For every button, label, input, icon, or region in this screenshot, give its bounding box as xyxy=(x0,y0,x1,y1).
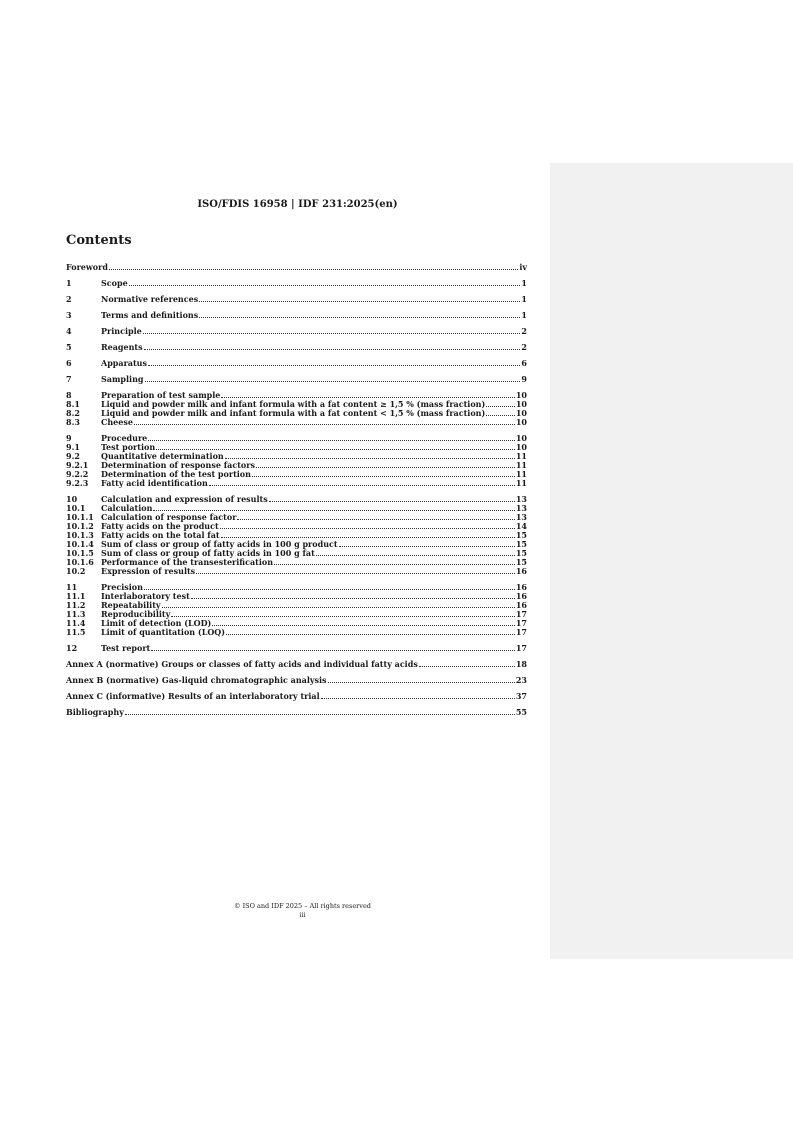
toc-leader-dots xyxy=(256,466,515,468)
toc-entry-page: 55 xyxy=(515,707,527,717)
toc-entry-title: Fatty acids on the product xyxy=(101,521,219,531)
toc-leader-dots xyxy=(199,316,520,318)
toc-entry-page: 16 xyxy=(515,566,527,576)
toc-entry-title: Test portion xyxy=(101,442,156,452)
toc-entry[interactable] xyxy=(66,263,527,272)
toc-entry-page: 14 xyxy=(515,521,527,531)
toc-leader-dots xyxy=(419,665,515,667)
toc-entry-number: 7 xyxy=(66,374,72,384)
toc-entry-number: 8.2 xyxy=(66,408,80,418)
toc-entry-page: 23 xyxy=(515,675,527,685)
toc-entry[interactable] xyxy=(66,295,527,304)
toc-entry-number: 8.3 xyxy=(66,417,80,427)
toc-leader-dots xyxy=(226,633,515,635)
toc-entry-title: Scope xyxy=(101,278,128,288)
toc-entry-title: Annex C (informative) Results of an interlaboratory trial xyxy=(66,691,320,701)
toc-entry-page: 11 xyxy=(515,478,527,488)
toc-entry-page: 2 xyxy=(521,342,527,352)
toc-leader-dots xyxy=(171,615,515,617)
toc-entry-title: Cheese xyxy=(101,417,133,427)
toc-entry-number: 10.1.5 xyxy=(66,548,94,558)
toc-leader-dots xyxy=(162,606,515,608)
toc-entry[interactable] xyxy=(66,409,527,418)
toc-entry-page: 10 xyxy=(515,408,527,418)
toc-entry-title: Determination of the test portion xyxy=(101,469,251,479)
toc-entry[interactable] xyxy=(66,311,527,320)
toc-leader-dots xyxy=(151,649,515,651)
toc-entry-page: 15 xyxy=(515,557,527,567)
toc-entry-number: 9.2.1 xyxy=(66,460,89,470)
page-number: iii xyxy=(299,911,306,919)
toc-leader-dots xyxy=(191,597,515,599)
toc-entry[interactable] xyxy=(66,644,527,653)
toc-entry-page: 16 xyxy=(515,582,527,592)
toc-entry-number: 9.2.2 xyxy=(66,469,89,479)
toc-leader-dots xyxy=(144,588,515,590)
toc-entry-number: 9.2.3 xyxy=(66,478,89,488)
toc-entry-number: 8 xyxy=(66,390,72,400)
toc-entry-title: Normative references xyxy=(101,294,199,304)
toc-leader-dots xyxy=(209,484,515,486)
toc-entry-number: 11.4 xyxy=(66,618,86,628)
toc-entry-title: Limit of quantitation (LOQ) xyxy=(101,627,226,637)
toc-entry-page: 9 xyxy=(521,374,527,384)
toc-leader-dots xyxy=(199,300,520,302)
toc-entry-page: 1 xyxy=(521,278,527,288)
toc-entry[interactable] xyxy=(66,660,527,669)
toc-entry-number: 10.2 xyxy=(66,566,86,576)
toc-entry-title: Procedure xyxy=(101,433,148,443)
toc-entry-page: 13 xyxy=(515,503,527,513)
contents-title: Contents xyxy=(66,233,132,248)
toc-entry-title: Repeatability xyxy=(101,600,161,610)
toc-entry-page: 13 xyxy=(515,494,527,504)
toc-entry-title: Precision xyxy=(101,582,143,592)
toc-entry[interactable] xyxy=(66,279,527,288)
toc-entry[interactable] xyxy=(66,628,527,637)
toc-entry-number: 9.1 xyxy=(66,442,80,452)
toc-entry-title: Expression of results xyxy=(101,566,196,576)
toc-entry[interactable] xyxy=(66,479,527,488)
toc-entry-title: Fatty acids on the total fat xyxy=(101,530,220,540)
toc-entry-page: 2 xyxy=(521,326,527,336)
toc-entry-title: Quantitative determination xyxy=(101,451,224,461)
toc-entry-number: 3 xyxy=(66,310,72,320)
toc-entry-title: Calculation and expression of results xyxy=(101,494,268,504)
toc-entry-title: Liquid and powder milk and infant formula with a fat content ≥ 1,5 % (mass fraction) xyxy=(101,399,486,409)
toc-entry-page: 17 xyxy=(515,618,527,628)
toc-entry-title: Sampling xyxy=(101,374,144,384)
toc-entry[interactable] xyxy=(66,567,527,576)
toc-leader-dots xyxy=(143,332,521,334)
toc-entry-page: 10 xyxy=(515,417,527,427)
toc-entry-title: Determination of response factors xyxy=(101,460,255,470)
toc-entry-title: Interlaboratory test xyxy=(101,591,190,601)
toc-entry-page: 16 xyxy=(515,600,527,610)
toc-entry-number: 11.5 xyxy=(66,627,86,637)
toc-entry[interactable] xyxy=(66,359,527,368)
toc-leader-dots xyxy=(144,348,521,350)
toc-entry-page: 16 xyxy=(515,591,527,601)
toc-entry-number: 11.3 xyxy=(66,609,86,619)
toc-leader-dots xyxy=(237,518,514,520)
toc-entry-title: Sum of class or group of fatty acids in 100 g product xyxy=(101,539,338,549)
toc-entry[interactable] xyxy=(66,708,527,717)
toc-entry-title: Calculation of response factor xyxy=(101,512,237,522)
toc-entry-page: 11 xyxy=(515,451,527,461)
toc-entry-number: 8.1 xyxy=(66,399,80,409)
toc-leader-dots xyxy=(145,380,521,382)
toc-entry-title: Calculation xyxy=(101,503,153,513)
toc-leader-dots xyxy=(134,423,515,425)
toc-leader-dots xyxy=(212,624,515,626)
toc-entry-page: 6 xyxy=(521,358,527,368)
toc-leader-dots xyxy=(328,681,515,683)
toc-entry-page: 10 xyxy=(515,442,527,452)
toc-entry[interactable] xyxy=(66,327,527,336)
toc-entry-title: Limit of detection (LOD) xyxy=(101,618,212,628)
toc-leader-dots xyxy=(221,396,514,398)
toc-entry-number: 9.2 xyxy=(66,451,80,461)
toc-entry-number: 10.1.4 xyxy=(66,539,94,549)
toc-entry-title: Performance of the transesterification xyxy=(101,557,274,567)
toc-entry-page: 13 xyxy=(515,512,527,522)
toc-leader-dots xyxy=(316,554,515,556)
toc-entry-title: Fatty acid identification xyxy=(101,478,208,488)
toc-leader-dots xyxy=(225,457,515,459)
toc-entry-title: Reagents xyxy=(101,342,143,352)
toc-entry-number: 2 xyxy=(66,294,72,304)
toc-entry-page: 11 xyxy=(515,460,527,470)
toc-entry-number: 10.1.2 xyxy=(66,521,94,531)
toc-leader-dots xyxy=(196,572,515,574)
toc-leader-dots xyxy=(486,414,515,416)
toc-entry-page: iv xyxy=(519,262,527,272)
table-of-contents xyxy=(66,263,527,717)
toc-entry-page: 17 xyxy=(515,643,527,653)
toc-entry-title: Terms and definitions xyxy=(101,310,199,320)
toc-leader-dots xyxy=(221,536,515,538)
toc-entry-title: Reproducibility xyxy=(101,609,171,619)
toc-entry-page: 10 xyxy=(515,433,527,443)
toc-entry-title: Foreword xyxy=(66,262,108,272)
toc-entry-page: 18 xyxy=(515,659,527,669)
toc-entry[interactable] xyxy=(66,418,527,427)
toc-entry-page: 15 xyxy=(515,530,527,540)
toc-entry-number: 10.1.3 xyxy=(66,530,94,540)
toc-leader-dots xyxy=(148,364,520,366)
toc-entry-number: 10.1 xyxy=(66,503,86,513)
toc-entry-page: 37 xyxy=(515,691,527,701)
toc-entry-title: Annex B (normative) Gas-liquid chromatographic analysis xyxy=(66,675,327,685)
toc-leader-dots xyxy=(274,563,515,565)
page-footer xyxy=(66,902,539,920)
toc-leader-dots xyxy=(153,509,514,511)
toc-entry-number: 5 xyxy=(66,342,72,352)
toc-entry-page: 15 xyxy=(515,539,527,549)
toc-leader-dots xyxy=(148,439,515,441)
toc-leader-dots xyxy=(486,405,515,407)
toc-leader-dots xyxy=(109,268,518,270)
toc-entry-number: 11 xyxy=(66,582,78,592)
toc-entry-number: 6 xyxy=(66,358,72,368)
comment-pane xyxy=(550,163,793,959)
toc-entry[interactable] xyxy=(66,676,527,685)
toc-entry-page: 10 xyxy=(515,399,527,409)
page-header: ISO/FDIS 16958 | IDF 231:2025(en) xyxy=(197,199,398,210)
toc-entry-title: Sum of class or group of fatty acids in 100 g fat xyxy=(101,548,315,558)
toc-entry-page: 15 xyxy=(515,548,527,558)
toc-entry-title: Preparation of test sample xyxy=(101,390,221,400)
toc-leader-dots xyxy=(252,475,515,477)
toc-leader-dots xyxy=(129,284,521,286)
toc-leader-dots xyxy=(220,527,515,529)
toc-leader-dots xyxy=(269,500,515,502)
toc-entry-title: Annex A (normative) Groups or classes of fatty acids and individual fatty acids xyxy=(66,659,418,669)
toc-entry-title: Test report xyxy=(101,643,151,653)
toc-entry-number: 12 xyxy=(66,643,78,653)
toc-entry[interactable] xyxy=(66,692,527,701)
copyright-notice: © ISO and IDF 2025 – All rights reserved xyxy=(234,902,371,910)
toc-entry-page: 10 xyxy=(515,390,527,400)
toc-entry-page: 1 xyxy=(521,310,527,320)
toc-entry-title: Liquid and powder milk and infant formula with a fat content < 1,5 % (mass fraction) xyxy=(101,408,486,418)
toc-entry-title: Principle xyxy=(101,326,142,336)
toc-entry-number: 11.2 xyxy=(66,600,86,610)
toc-entry-number: 10.1.1 xyxy=(66,512,94,522)
toc-leader-dots xyxy=(156,448,515,450)
toc-entry-number: 9 xyxy=(66,433,72,443)
toc-entry[interactable] xyxy=(66,343,527,352)
toc-entry-page: 17 xyxy=(515,627,527,637)
toc-leader-dots xyxy=(321,697,515,699)
toc-entry-title: Bibliography xyxy=(66,707,124,717)
toc-entry-number: 4 xyxy=(66,326,72,336)
toc-entry-number: 10.1.6 xyxy=(66,557,94,567)
toc-leader-dots xyxy=(125,713,515,715)
toc-entry-number: 11.1 xyxy=(66,591,86,601)
toc-entry-number: 10 xyxy=(66,494,78,504)
toc-entry-number: 1 xyxy=(66,278,72,288)
toc-entry-page: 17 xyxy=(515,609,527,619)
toc-entry-title: Apparatus xyxy=(101,358,147,368)
toc-entry-page: 11 xyxy=(515,469,527,479)
toc-entry[interactable] xyxy=(66,375,527,384)
toc-leader-dots xyxy=(339,545,515,547)
toc-entry-page: 1 xyxy=(521,294,527,304)
